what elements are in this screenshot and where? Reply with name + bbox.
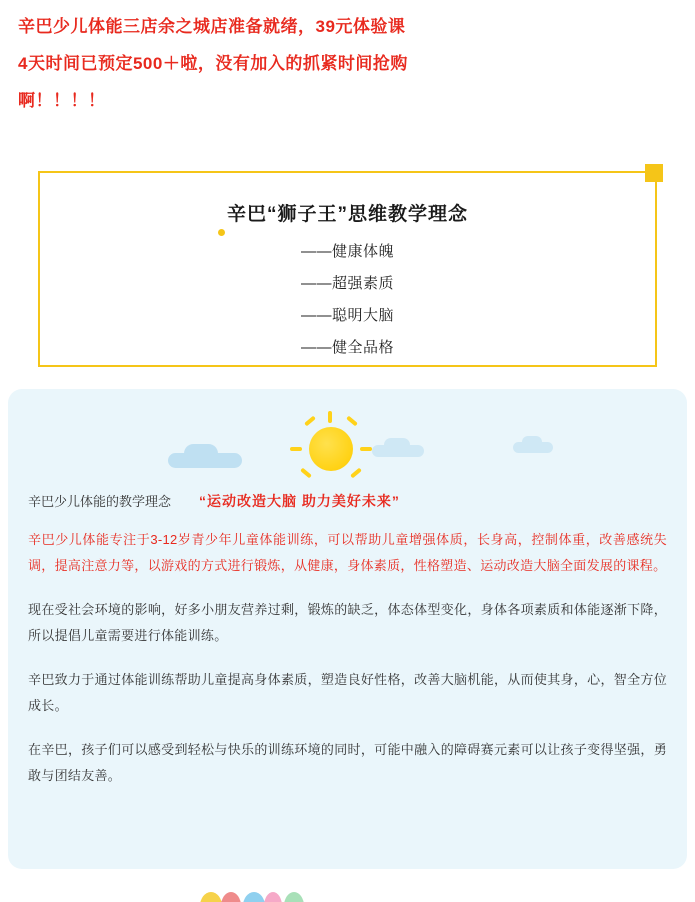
concept-list-item: ——聪明大脑 bbox=[300, 306, 394, 324]
concept-list-item: ——健全品格 bbox=[300, 338, 394, 356]
illustration-scene bbox=[28, 405, 667, 487]
cloud-icon bbox=[168, 453, 242, 468]
sun-ray-icon bbox=[346, 415, 358, 426]
tagline-slogan: “运动改造大脑 助力美好未来” bbox=[199, 492, 400, 509]
tagline-left-text: 辛巴少儿体能的教学理念 bbox=[28, 493, 172, 509]
body-paragraph: 在辛巴，孩子们可以感受到轻松与快乐的训练环境的同时，可能中融入的障碍赛元素可以让孩子变得坚强，勇敢与团结友善。 bbox=[28, 741, 667, 783]
sun-ray-icon bbox=[304, 415, 316, 426]
bullet-dot-decoration bbox=[218, 229, 225, 236]
tagline-row bbox=[28, 491, 667, 511]
sun-ray-icon bbox=[350, 467, 362, 478]
body-paragraph: 辛巴致力于通过体能训练帮助儿童提高身体素质，塑造良好性格，改善大脑机能，从而使其身，心，智全方位成长。 bbox=[28, 671, 667, 713]
headline-line-2: 4天时间已预定500＋啦，没有加入的抓紧时间抢购 bbox=[18, 53, 408, 73]
sun-ray-icon bbox=[300, 467, 312, 478]
sun-ray-icon bbox=[328, 411, 332, 423]
cloud-icon bbox=[372, 445, 424, 457]
cloud-icon bbox=[513, 442, 553, 453]
sun-icon bbox=[309, 427, 353, 471]
balloon-icon bbox=[243, 892, 265, 902]
corner-square-decoration bbox=[645, 164, 663, 182]
concept-card bbox=[38, 171, 657, 367]
body-paragraph: 辛巴少儿体能专注于3-12岁青少年儿童体能训练，可以帮助儿童增强体质，长身高，控制体重，改善感统失调，提高注意力等，以游戏的方式进行锻炼，从健康，身体素质，性格塑造、运动改造大脑全面发展的课程。 bbox=[28, 531, 667, 573]
concept-list-item: ——健康体魄 bbox=[300, 242, 394, 260]
headline-line-3: 啊！！！！ bbox=[18, 90, 106, 110]
sun-ray-icon bbox=[290, 447, 302, 451]
balloon-icon bbox=[200, 892, 222, 902]
balloon-icon bbox=[264, 892, 282, 902]
headline-block bbox=[0, 0, 695, 113]
bottom-decoration bbox=[0, 888, 695, 902]
concept-list-item: ——超强素质 bbox=[300, 274, 394, 292]
balloon-icon bbox=[284, 892, 304, 902]
concept-list bbox=[40, 240, 655, 357]
body-panel bbox=[8, 389, 687, 869]
concept-card-title: 辛巴“狮子王”思维教学理念 bbox=[226, 203, 468, 225]
body-paragraph: 现在受社会环境的影响，好多小朋友营养过剩，锻炼的缺乏，体态体型变化，身体各项素质和体能逐渐下降，所以提倡儿童需要进行体能训练。 bbox=[28, 601, 667, 643]
balloon-icon bbox=[221, 892, 241, 902]
sun-ray-icon bbox=[360, 447, 372, 451]
headline-line-1: 辛巴少儿体能三店余之城店准备就绪，39元体验课 bbox=[18, 17, 406, 36]
